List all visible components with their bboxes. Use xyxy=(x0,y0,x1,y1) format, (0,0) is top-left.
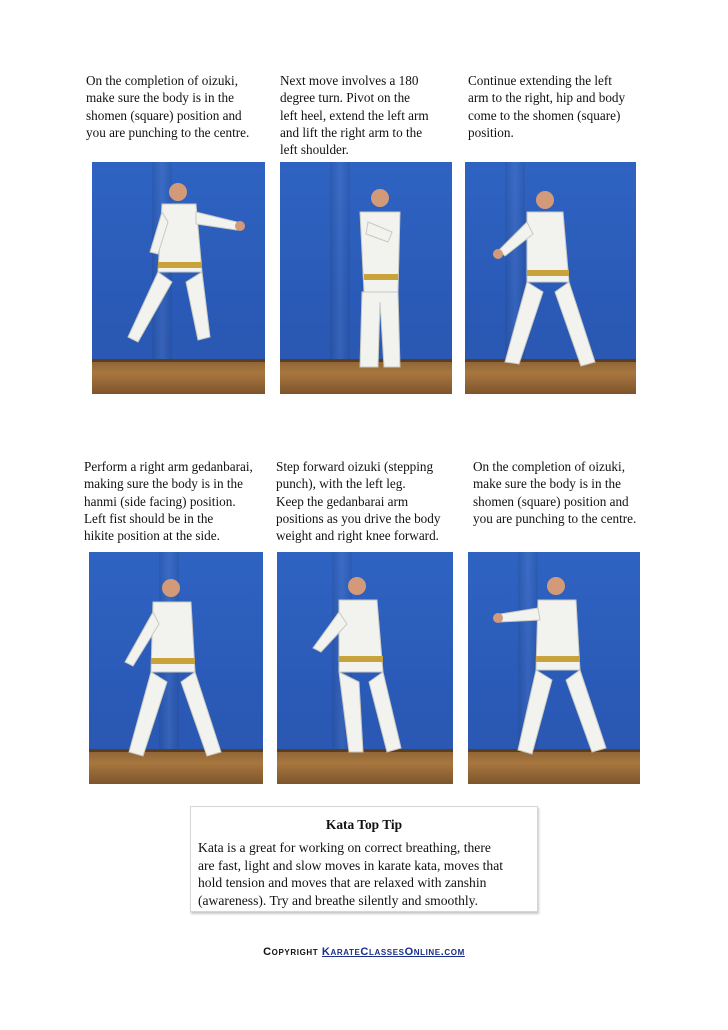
caption-step-3: Continue extending the left arm to the right, hip and body come to the shomen (square) position. xyxy=(468,73,626,140)
kata-photo-4 xyxy=(89,552,263,784)
copyright-footer xyxy=(0,946,728,958)
kata-photo-3 xyxy=(465,162,636,394)
tip-title: Kata Top Tip xyxy=(325,817,403,832)
karateka-figure xyxy=(89,552,263,784)
caption-step-4: Perform a right arm gedanbarai, making sure the body is in the hanmi (side facing) position. Left fist should be in the hikite position at the side. xyxy=(84,459,253,544)
kata-photo-2 xyxy=(280,162,452,394)
karateka-figure xyxy=(277,552,453,784)
kata-photo-5 xyxy=(277,552,453,784)
tip-body: Kata is a great for working on correct breathing, there are fast, light and slow moves in karate kata, moves that hold tension and moves that are relaxed with zanshin (awareness). Try and breathe silently and smoothly. xyxy=(198,840,504,908)
caption-step-2: Next move involves a 180 degree turn. Pivot on the left heel, extend the left arm and lift the right arm to the left shoulder. xyxy=(280,73,429,158)
copyright-label: Copyright xyxy=(263,946,319,958)
kata-top-tip-box xyxy=(190,806,538,912)
karateka-figure xyxy=(280,162,452,394)
caption-step-5: Step forward oizuki (stepping punch), with the left leg. Keep the gedanbarai arm positions as you drive the body weight and right knee forward. xyxy=(276,459,441,544)
caption-step-6: On the completion of oizuki, make sure the body is in the shomen (square) position and you are punching to the centre. xyxy=(473,459,637,526)
kata-photo-1 xyxy=(92,162,265,394)
karateka-figure xyxy=(92,162,265,394)
kata-photo-6 xyxy=(468,552,640,784)
karateka-figure xyxy=(465,162,636,394)
caption-step-1: On the completion of oizuki, make sure the body is in the shomen (square) position and you are punching to the centre. xyxy=(86,73,250,140)
site-link[interactable]: KarateClassesOnline.com xyxy=(321,946,465,958)
karateka-figure xyxy=(468,552,640,784)
